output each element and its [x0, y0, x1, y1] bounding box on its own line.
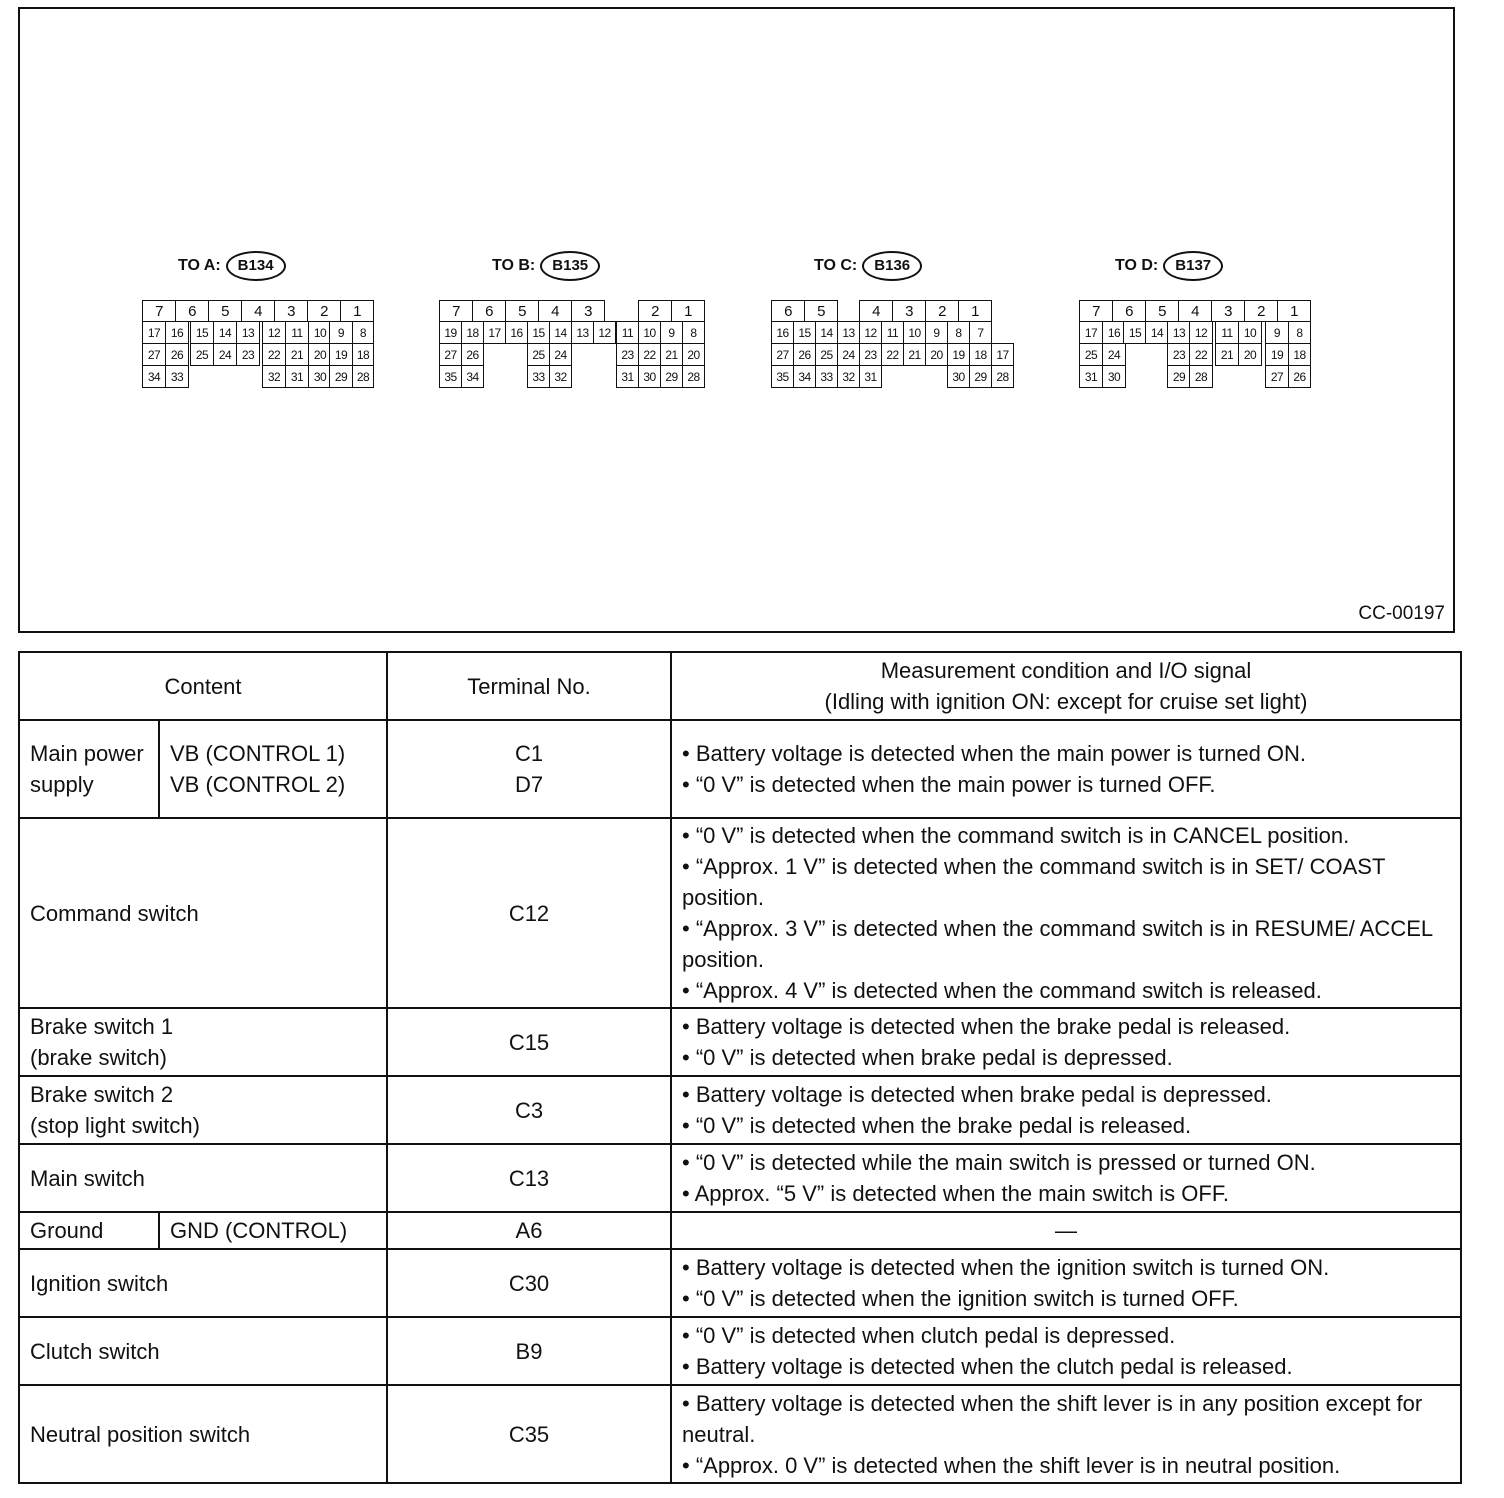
- pin: 11: [1215, 321, 1239, 344]
- pin: 22: [1189, 343, 1213, 366]
- pin: 26: [1288, 365, 1311, 388]
- pin: 20: [682, 343, 705, 366]
- signal-table: [18, 651, 1462, 1484]
- pin: 20: [308, 343, 332, 366]
- table-row: [19, 818, 1461, 1008]
- pin: 17: [483, 321, 506, 344]
- table-row: [19, 1385, 1461, 1483]
- pin: 10: [638, 321, 661, 344]
- signal-cell: • Battery voltage is detected when the main power is turned ON. • “0 V” is detected when the main power is turned OFF.: [671, 720, 1461, 818]
- pin: 18: [1288, 343, 1311, 366]
- pin: 14: [1145, 321, 1169, 344]
- pin: 9: [660, 321, 683, 344]
- terminal-cell: C3: [387, 1076, 671, 1144]
- pin: 2: [638, 300, 672, 322]
- pin: 23: [236, 343, 260, 366]
- row-label: Main power supply: [19, 720, 159, 818]
- pin: 26: [461, 343, 484, 366]
- connector-b-id: B135: [540, 251, 600, 281]
- pin: 27: [771, 343, 794, 366]
- table-row: [19, 1249, 1461, 1317]
- pin: 9: [925, 321, 948, 344]
- row-label: Ground: [19, 1212, 159, 1249]
- row-label: Brake switch 2 (stop light switch): [19, 1076, 387, 1144]
- pin: 1: [671, 300, 705, 322]
- pin: 12: [1189, 321, 1213, 344]
- pin: 5: [208, 300, 242, 322]
- pin: 30: [638, 365, 661, 388]
- connector-diagram: [18, 7, 1455, 633]
- pin: 13: [1167, 321, 1191, 344]
- signal-cell: • Battery voltage is detected when the brake pedal is released. • “0 V” is detected when brake pedal is depressed.: [671, 1008, 1461, 1076]
- pin: 33: [815, 365, 838, 388]
- pin: 1: [958, 300, 992, 322]
- signal-cell: • Battery voltage is detected when brake pedal is depressed. • “0 V” is detected when the brake pedal is released.: [671, 1076, 1461, 1144]
- pin: 9: [329, 321, 353, 344]
- pin: 30: [1102, 365, 1126, 388]
- pin: 22: [881, 343, 904, 366]
- connector-c-label: TO C: B136: [814, 251, 922, 281]
- pin: 11: [285, 321, 309, 344]
- pin: 4: [859, 300, 893, 322]
- terminal-cell: C13: [387, 1144, 671, 1212]
- pin: 12: [859, 321, 882, 344]
- terminal-cell: A6: [387, 1212, 671, 1249]
- pin: 28: [682, 365, 705, 388]
- pin: 20: [1238, 343, 1262, 366]
- pin: 14: [549, 321, 572, 344]
- pin: 20: [925, 343, 948, 366]
- pin: 28: [1189, 365, 1213, 388]
- connector-b-label: TO B: B135: [492, 251, 600, 281]
- pin: 23: [616, 343, 639, 366]
- pin: 31: [285, 365, 309, 388]
- pin: 9: [1265, 321, 1289, 344]
- pin: 26: [165, 343, 189, 366]
- pin: 8: [352, 321, 374, 344]
- pin: 29: [329, 365, 353, 388]
- pin: 29: [969, 365, 992, 388]
- pin: 6: [771, 300, 805, 322]
- pin: 22: [638, 343, 661, 366]
- signal-cell: • “0 V” is detected when the command switch is in CANCEL position. • “Approx. 1 V” is detected when the command switch is in SET/ COAST position. • “Approx. 3 V” is detected when the command switch is in RESUME/ ACCEL position. • “Approx. 4 V” is detected when the command switch is released.: [671, 818, 1461, 1008]
- signal-cell: • Battery voltage is detected when the ignition switch is turned ON. • “0 V” is detected when the ignition switch is turned OFF.: [671, 1249, 1461, 1317]
- pin: 16: [505, 321, 528, 344]
- pin: 26: [793, 343, 816, 366]
- pin: 14: [213, 321, 237, 344]
- pin: 4: [1178, 300, 1212, 322]
- pin: 2: [307, 300, 341, 322]
- connector-c-id: B136: [862, 251, 922, 281]
- pin: 29: [660, 365, 683, 388]
- pin: 5: [505, 300, 539, 322]
- pin: 6: [175, 300, 209, 322]
- pin: 24: [549, 343, 572, 366]
- pin: 16: [771, 321, 794, 344]
- pin: 5: [1145, 300, 1179, 322]
- pin: 31: [616, 365, 639, 388]
- pin: 16: [165, 321, 189, 344]
- table-row: [19, 1144, 1461, 1212]
- pin: 23: [1167, 343, 1191, 366]
- pin: 34: [142, 365, 166, 388]
- pin: 24: [1102, 343, 1126, 366]
- pin: 24: [213, 343, 237, 366]
- table-row: [19, 720, 1461, 818]
- table-row: [19, 1212, 1461, 1249]
- pin: 8: [1288, 321, 1311, 344]
- pin: 12: [262, 321, 286, 344]
- pin: 25: [190, 343, 214, 366]
- table-row: [19, 1317, 1461, 1385]
- pin: 15: [190, 321, 214, 344]
- pin: 17: [1079, 321, 1103, 344]
- terminal-cell: C1 D7: [387, 720, 671, 818]
- pin: 34: [461, 365, 484, 388]
- pin: 5: [804, 300, 838, 322]
- table-header-row: [19, 652, 1461, 720]
- pin: 13: [837, 321, 860, 344]
- pin: 2: [925, 300, 959, 322]
- pin: 15: [527, 321, 550, 344]
- terminal-cell: C15: [387, 1008, 671, 1076]
- pin: 6: [472, 300, 506, 322]
- pin: 27: [142, 343, 166, 366]
- pin: 14: [815, 321, 838, 344]
- row-label: Clutch switch: [19, 1317, 387, 1385]
- terminal-cell: C35: [387, 1385, 671, 1483]
- pin: 10: [903, 321, 926, 344]
- pin: 33: [165, 365, 189, 388]
- pin: 8: [947, 321, 970, 344]
- pin: 17: [991, 343, 1014, 366]
- row-sublabel: GND (CONTROL): [159, 1212, 387, 1249]
- pin: 12: [593, 321, 616, 344]
- pin: 4: [538, 300, 572, 322]
- table-row: [19, 1076, 1461, 1144]
- pin: 21: [903, 343, 926, 366]
- pin: 7: [1079, 300, 1113, 322]
- pin: 19: [329, 343, 353, 366]
- pin: 2: [1244, 300, 1278, 322]
- pin: 7: [439, 300, 473, 322]
- pin: 15: [793, 321, 816, 344]
- row-label: Ignition switch: [19, 1249, 387, 1317]
- row-label: Main switch: [19, 1144, 387, 1212]
- pin: 7: [969, 321, 992, 344]
- pin: 22: [262, 343, 286, 366]
- signal-cell: —: [671, 1212, 1461, 1249]
- row-label: Neutral position switch: [19, 1385, 387, 1483]
- terminal-cell: C12: [387, 818, 671, 1008]
- pin: 25: [527, 343, 550, 366]
- pin: 19: [1265, 343, 1289, 366]
- connector-a-label: TO A: B134: [178, 251, 286, 281]
- pin: 31: [1079, 365, 1103, 388]
- connector-a-id: B134: [226, 251, 286, 281]
- connector-d-label: TO D: B137: [1115, 251, 1223, 281]
- pin: 30: [308, 365, 332, 388]
- pin: 17: [142, 321, 166, 344]
- pin: 25: [815, 343, 838, 366]
- pin: 3: [571, 300, 605, 322]
- signal-cell: • “0 V” is detected when clutch pedal is depressed. • Battery voltage is detected when the clutch pedal is released.: [671, 1317, 1461, 1385]
- pin: 6: [1112, 300, 1146, 322]
- row-label: Command switch: [19, 818, 387, 1008]
- pin: 13: [236, 321, 260, 344]
- header-terminal: Terminal No.: [387, 652, 671, 720]
- pin: 21: [1215, 343, 1239, 366]
- pin: 19: [947, 343, 970, 366]
- pin: 25: [1079, 343, 1103, 366]
- pin: 18: [969, 343, 992, 366]
- header-measurement: Measurement condition and I/O signal (Idling with ignition ON: except for cruise set light): [671, 652, 1461, 720]
- pin: 19: [439, 321, 462, 344]
- pin: 13: [571, 321, 594, 344]
- pin: 28: [991, 365, 1014, 388]
- pin: 24: [837, 343, 860, 366]
- signal-cell: • “0 V” is detected while the main switch is pressed or turned ON. • Approx. “5 V” is detected when the main switch is OFF.: [671, 1144, 1461, 1212]
- pin: 21: [285, 343, 309, 366]
- row-label: Brake switch 1 (brake switch): [19, 1008, 387, 1076]
- pin: 21: [660, 343, 683, 366]
- pin: 3: [892, 300, 926, 322]
- pin: 8: [682, 321, 705, 344]
- pin: 31: [859, 365, 882, 388]
- pin: 10: [1238, 321, 1262, 344]
- table-row: [19, 1008, 1461, 1076]
- pin: 3: [274, 300, 308, 322]
- signal-cell: • Battery voltage is detected when the shift lever is in any position except for neutral. • “Approx. 0 V” is detected when the shift lever is in neutral position.: [671, 1385, 1461, 1483]
- pin: 11: [616, 321, 639, 344]
- pin: 1: [1277, 300, 1311, 322]
- pin: 1: [340, 300, 374, 322]
- pin: 10: [308, 321, 332, 344]
- pin: 15: [1123, 321, 1147, 344]
- pin: 3: [1211, 300, 1245, 322]
- pin: 32: [549, 365, 572, 388]
- pin: 18: [352, 343, 374, 366]
- pin: 29: [1167, 365, 1191, 388]
- pin: 11: [881, 321, 904, 344]
- terminal-cell: C30: [387, 1249, 671, 1317]
- pin: 32: [262, 365, 286, 388]
- pin: 16: [1102, 321, 1126, 344]
- figure-code: CC-00197: [1358, 603, 1445, 624]
- pin: 34: [793, 365, 816, 388]
- pin: 7: [142, 300, 176, 322]
- connector-d-id: B137: [1163, 251, 1223, 281]
- pin: 28: [352, 365, 374, 388]
- row-sublabel: VB (CONTROL 1) VB (CONTROL 2): [159, 720, 387, 818]
- pin: 23: [859, 343, 882, 366]
- pin: 30: [947, 365, 970, 388]
- pin: 4: [241, 300, 275, 322]
- header-content: Content: [19, 652, 387, 720]
- terminal-cell: B9: [387, 1317, 671, 1385]
- pin: 35: [439, 365, 462, 388]
- pin: 33: [527, 365, 550, 388]
- pin: 27: [1265, 365, 1289, 388]
- pin: 35: [771, 365, 794, 388]
- pin: 32: [837, 365, 860, 388]
- pin: 27: [439, 343, 462, 366]
- pin: 18: [461, 321, 484, 344]
